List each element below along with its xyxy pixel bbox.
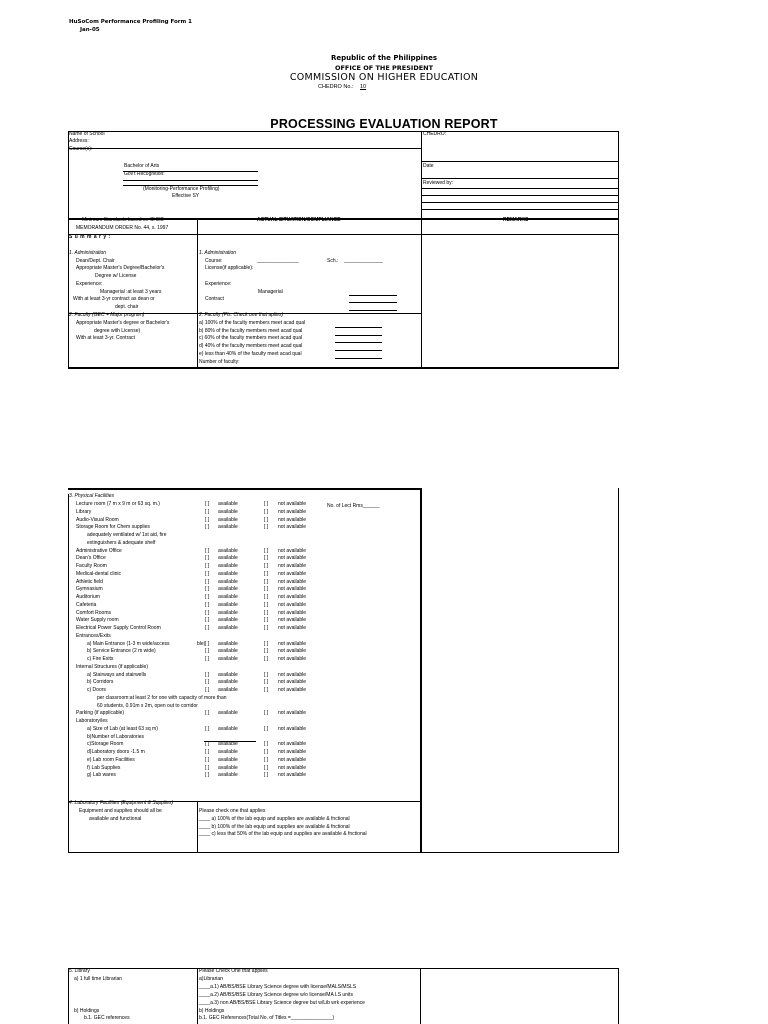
facility-label: Library	[76, 508, 92, 515]
not-available-checkbox[interactable]: [ ]	[264, 772, 269, 779]
not-available-checkbox[interactable]: [ ]	[264, 586, 269, 593]
library-gec-references: b.1. GEC references	[84, 1015, 130, 1021]
not-available-checkbox[interactable]: [ ]	[264, 625, 269, 631]
facility-label: Auditorium	[76, 594, 100, 600]
available-checkbox[interactable]: [ ]	[205, 508, 210, 515]
not-available-label: not available	[278, 578, 307, 585]
not-available-label: not available	[278, 749, 307, 755]
admin-r-contract: Contract	[205, 296, 224, 302]
available-label: available	[218, 508, 238, 515]
courses-label: Course(s):	[69, 146, 93, 152]
effective-sy-label: Effective SY	[172, 193, 200, 199]
not-available-checkbox[interactable]: [ ]	[264, 501, 269, 507]
available-checkbox[interactable]: [ ]	[205, 547, 210, 554]
available-label: available	[218, 601, 238, 608]
facility-label: g) Lab wares	[87, 772, 116, 779]
lab-line-2: available and functional	[89, 816, 142, 822]
chedro-number-value: 10	[360, 84, 367, 90]
available-checkbox[interactable]: [ ]	[205, 741, 210, 748]
date-label: Date	[423, 163, 434, 169]
available-checkbox[interactable]: [ ]	[205, 772, 210, 779]
available-label: available	[218, 640, 238, 647]
facility-label: Dean's Office	[76, 555, 106, 562]
facility-label: Parking (if applicable)	[76, 710, 125, 717]
available-label: available	[218, 547, 238, 554]
available-checkbox[interactable]: [ ]	[205, 671, 210, 678]
faculty-blank-e	[335, 358, 382, 359]
physical-heading: 3. Physical Facilities	[69, 493, 115, 499]
available-checkbox[interactable]: [ ]	[205, 601, 210, 608]
available-label: available	[218, 764, 238, 771]
facility-label: Laboratory/ies	[76, 718, 108, 724]
min-standards-header: Minimum Standards based on CHED	[82, 217, 164, 223]
facility-label: adequately ventilated w/ 1st aid, fire	[87, 532, 167, 538]
faculty-option-d: d) 40% of the faculty members meet acad qual	[199, 343, 303, 349]
not-available-checkbox[interactable]: [ ]	[264, 508, 269, 515]
faculty-degree-2: degree with License)	[94, 328, 141, 334]
facility-label: per classroom:at least 2 for one with capacity of more than	[97, 694, 227, 701]
not-available-checkbox[interactable]: [ ]	[264, 749, 269, 755]
available-checkbox[interactable]: [ ]	[205, 570, 210, 577]
available-checkbox[interactable]: [ ]	[205, 501, 210, 507]
admin-heading: 1. Administration	[69, 250, 107, 256]
not-available-label: not available	[278, 741, 307, 748]
available-checkbox[interactable]: [ ]	[205, 594, 210, 600]
available-checkbox[interactable]: [ ]	[205, 609, 210, 616]
library-option-a2: ____a.2) AB/BS/BSE Library Science degree w/o license/MA LS units	[199, 992, 353, 998]
not-available-checkbox[interactable]: [ ]	[264, 547, 269, 554]
not-available-label: not available	[278, 555, 307, 562]
not-available-label: not available	[278, 617, 307, 624]
available-checkbox[interactable]: [ ]	[205, 555, 210, 562]
not-available-label: not available	[278, 524, 307, 531]
not-available-checkbox[interactable]: [ ]	[264, 756, 269, 763]
course-name: Bachelor of Arts	[124, 163, 160, 169]
not-available-label: not available	[278, 640, 307, 647]
faculty-blank-d	[335, 350, 382, 351]
facility-label-continuation: ble)	[197, 640, 206, 647]
admin-r-sch-blank: ______________	[344, 258, 383, 264]
library-holdings: b) Holdings	[74, 1008, 100, 1014]
available-checkbox[interactable]: [ ]	[205, 687, 210, 693]
available-label: available	[218, 772, 238, 779]
available-label: available	[218, 625, 238, 631]
available-checkbox[interactable]: [ ]	[205, 563, 210, 569]
not-available-checkbox[interactable]: [ ]	[264, 741, 269, 748]
not-available-checkbox[interactable]: [ ]	[264, 617, 269, 624]
not-available-checkbox[interactable]: [ ]	[264, 687, 269, 693]
available-label: available	[218, 501, 238, 507]
name-of-school-label: Name of School	[69, 131, 105, 137]
not-available-label: not available	[278, 772, 307, 779]
not-available-checkbox[interactable]: [ ]	[264, 516, 269, 523]
available-label: available	[218, 710, 238, 717]
facility-label: Faculty Room	[76, 563, 107, 569]
available-checkbox[interactable]: [ ]	[205, 586, 210, 593]
not-available-checkbox[interactable]: [ ]	[264, 570, 269, 577]
facility-label: b) Corridors	[87, 679, 114, 686]
not-available-label: not available	[278, 671, 307, 678]
available-checkbox[interactable]: [ ]	[205, 656, 210, 662]
available-checkbox[interactable]: [ ]	[205, 625, 210, 631]
republic-heading: Republic of the Philippines	[331, 54, 437, 62]
faculty-number: Number of faculty:	[199, 359, 240, 365]
facility-label: e) Lab room Facilities	[87, 756, 135, 763]
available-label: available	[218, 563, 238, 569]
not-available-label: not available	[278, 756, 307, 763]
library-heading: 5. Library	[69, 968, 90, 974]
facility-label: Medical-dental clinic	[76, 570, 122, 577]
faculty-r-heading: 2. Faculty (Pls. Check one that aplies)	[199, 312, 284, 318]
commission-heading: COMMISSION ON HIGHER EDUCATION	[289, 72, 479, 83]
lab-r-heading: Please check one that applies	[199, 808, 266, 814]
not-available-checkbox[interactable]: [ ]	[264, 710, 269, 717]
facility-label: c) Doors	[87, 687, 106, 693]
govt-recognition-label: Gov't Recognition:	[124, 171, 165, 177]
admin-dean: Dean/Dept. Chair	[76, 258, 115, 264]
available-label: available	[218, 749, 238, 755]
facility-label: extinguishers & adequate shelf	[87, 539, 156, 546]
available-label: available	[218, 648, 238, 655]
not-available-checkbox[interactable]: [ ]	[264, 679, 269, 686]
faculty-option-b: b) 80% of the faculty members meet acad qual	[199, 328, 303, 334]
not-available-label: not available	[278, 586, 307, 593]
facility-label: Entrances/Exits	[76, 632, 111, 639]
not-available-label: not available	[278, 547, 307, 554]
not-available-checkbox[interactable]: [ ]	[264, 578, 269, 585]
not-available-label: not available	[278, 656, 307, 662]
available-label: available	[218, 741, 238, 748]
available-checkbox[interactable]: [ ]	[205, 710, 210, 717]
admin-r-heading: 1. Administration	[199, 250, 237, 256]
chedro-label: CHEDRO:	[423, 131, 447, 137]
facility-label: Audio-Visual Room	[76, 516, 119, 523]
facility-label: Storage Room for Chem supplies	[76, 524, 150, 531]
admin-degree-2: Degree w/ License	[95, 273, 137, 279]
actual-situation-header: ACTUAL SITUATION/COMPLIANCE	[257, 217, 341, 223]
available-label: available	[218, 687, 238, 693]
chedro-number-label: CHEDRO No.:	[318, 84, 354, 90]
available-label: available	[218, 555, 238, 562]
office-heading: OFFICE OF THE PRESIDENT	[334, 64, 434, 72]
available-label: available	[218, 679, 238, 686]
available-label: available	[218, 586, 238, 593]
available-checkbox[interactable]: [ ]	[205, 524, 210, 531]
not-available-checkbox[interactable]: [ ]	[264, 555, 269, 562]
not-available-checkbox[interactable]: [ ]	[264, 764, 269, 771]
not-available-checkbox[interactable]: [ ]	[264, 648, 269, 655]
not-available-checkbox[interactable]: [ ]	[264, 609, 269, 616]
faculty-option-c: c) 60% of the faculty members meet acad qual	[199, 335, 303, 341]
form-id: HuSoCom Performance Profiling Form 1	[69, 19, 192, 25]
remarks-header: REMARKS	[503, 217, 529, 223]
facility-label: a) Size of Lab (at least 63 sq m)	[87, 725, 158, 732]
facility-label: Comfort Rooms	[76, 609, 112, 616]
faculty-heading: 2. Faculty (GEC + Major program)	[69, 312, 145, 318]
not-available-label: not available	[278, 594, 307, 600]
contract-blank-line	[349, 302, 397, 303]
not-available-checkbox[interactable]: [ ]	[264, 601, 269, 608]
facility-label: b)Number of Laboratories	[87, 733, 144, 740]
facility-label: a) Main Entrance (1-3 m wide/access	[87, 640, 170, 647]
faculty-option-a: a) 100% of the faculty members meet acad qual	[199, 320, 306, 326]
not-available-label: not available	[278, 516, 307, 523]
library-librarian: a) 1 full time Librarian	[74, 976, 123, 982]
available-checkbox[interactable]: [ ]	[205, 578, 210, 585]
available-checkbox[interactable]: [ ]	[205, 617, 210, 624]
available-label: available	[218, 516, 238, 523]
facility-label: Athletic field	[76, 578, 103, 585]
admin-r-course: Course:	[205, 258, 223, 264]
not-available-checkbox[interactable]: [ ]	[264, 640, 269, 647]
not-available-label: not available	[278, 563, 307, 569]
not-available-label: not available	[278, 687, 307, 693]
available-label: available	[218, 594, 238, 600]
not-available-label: not available	[278, 609, 307, 616]
admin-contract-2: dept. chair	[115, 304, 139, 310]
admin-contract: With at least 3-yr contract as dean or	[73, 296, 155, 302]
not-available-label: not available	[278, 601, 307, 608]
not-available-label: not available	[278, 648, 307, 655]
form-date: Jan-05	[80, 27, 100, 33]
available-label: available	[218, 617, 238, 624]
not-available-label: not available	[278, 679, 307, 686]
available-checkbox[interactable]: [ ]	[205, 749, 210, 755]
facility-label: f) Lab Supplies	[87, 764, 121, 771]
library-option-a3: ____a.3) non AB/BS/BSE Library Science degree but w/Lib wrk experience	[199, 1000, 365, 1006]
lab-option-a: ____ a) 100% of the lab equip and supplies are available & fnctional	[199, 816, 350, 822]
facility-label: Internal Structures (if applicable)	[76, 663, 148, 670]
min-standards-memo: MEMORANDUM ORDER No. 44, s. 1997	[76, 225, 169, 231]
page-title: PROCESSING EVALUATION REPORT	[270, 117, 498, 131]
managerial-blank-line	[349, 295, 397, 296]
facility-label: Administrative Office	[76, 547, 122, 554]
admin-managerial: Managerial :at least 3 years	[100, 289, 162, 295]
facility-label: c)Storage Room	[87, 741, 124, 748]
facility-label: Cafeteria	[76, 601, 97, 608]
facility-label: Water Supply room	[76, 617, 119, 624]
library-r-holdings: b) Holdings	[199, 1008, 225, 1014]
faculty-option-e: e) less than 40% of the faculty meet acad qual	[199, 351, 302, 357]
facility-label: Gymnasium	[76, 586, 103, 593]
monitoring-label: (Monitoring-Performance Profiling)	[143, 186, 220, 192]
lab-option-c: ____ c) less that 50% of the lab equip and supplies are available & fnctional	[199, 831, 367, 837]
library-r-heading: Please Check One that applies	[199, 968, 268, 974]
library-option-a1: ____a.1) AB/BS/BSE Library Science degree with license/MALS/MSLS	[199, 984, 357, 990]
faculty-blank-c	[335, 342, 382, 343]
facility-label: Electrical Power Supply Control Room	[76, 625, 161, 631]
not-available-checkbox[interactable]: [ ]	[264, 524, 269, 531]
available-checkbox[interactable]: [ ]	[205, 764, 210, 771]
not-available-label: not available	[278, 764, 307, 771]
admin-experience: Experience:	[76, 281, 103, 287]
faculty-blank-a	[335, 327, 382, 328]
available-checkbox[interactable]: [ ]	[205, 640, 210, 647]
lab-option-b: ____ b) 100% of the lab equip and supplies are available & fnctional	[199, 824, 350, 830]
available-label: available	[218, 725, 238, 732]
available-label: available	[218, 609, 238, 616]
lab-heading: 4. Laboratory Facilities (Equipment & Supplies)	[69, 800, 174, 806]
not-available-label: not available	[278, 508, 307, 515]
not-available-checkbox[interactable]: [ ]	[264, 725, 269, 732]
available-label: available	[218, 578, 238, 585]
facility-label: Lecture room (7 m x 9 m or 63 sq. m.)	[76, 501, 160, 507]
available-checkbox[interactable]: [ ]	[205, 516, 210, 523]
available-checkbox[interactable]: [ ]	[205, 679, 210, 686]
admin-r-experience: Experience:	[205, 281, 232, 287]
available-label: available	[218, 570, 238, 577]
facility-label: a) Stairways and stairwells	[87, 671, 147, 678]
faculty-contract: With at least 3-yr. Contract	[76, 335, 135, 341]
not-available-checkbox[interactable]: [ ]	[264, 656, 269, 662]
not-available-checkbox[interactable]: [ ]	[264, 563, 269, 569]
facility-label: c) Fire Exits	[87, 656, 114, 662]
summary-label: S u m m a r y :	[69, 234, 111, 240]
facility-label: d)Laboratory doors -1.5 m	[87, 749, 145, 755]
available-label: available	[218, 756, 238, 763]
admin-degree: Appropriate Master's Degree/Bachelor's	[76, 265, 165, 271]
admin-r-license: License(if applicable):	[205, 265, 254, 271]
available-checkbox[interactable]: [ ]	[205, 756, 210, 763]
available-label: available	[218, 671, 238, 678]
admin-r-sch: Sch.:	[327, 258, 339, 264]
not-available-checkbox[interactable]: [ ]	[264, 671, 269, 678]
reviewed-by-label: Reviewed by:	[423, 180, 454, 186]
faculty-blank-b	[335, 335, 382, 336]
admin-blank-line	[349, 310, 397, 311]
not-available-checkbox[interactable]: [ ]	[264, 594, 269, 600]
available-checkbox[interactable]: [ ]	[205, 648, 210, 655]
admin-r-managerial: Managerial	[258, 289, 283, 295]
address-label: Address:	[69, 138, 89, 144]
library-r-librarian: a)Librarian	[199, 976, 223, 982]
admin-r-course-blank: _______________	[257, 258, 299, 264]
not-available-label: not available	[278, 501, 307, 507]
not-available-label: not available	[278, 625, 307, 631]
library-r-gec-references: b.1. GEC References(Total No. of Titles =_______________)	[199, 1015, 335, 1021]
available-label: available	[218, 656, 238, 662]
lab-line-1: Equipment and supplies should all be	[79, 808, 162, 814]
not-available-label: not available	[278, 570, 307, 577]
faculty-degree: Appropriate Master's degree or Bachelor's	[76, 320, 170, 326]
facility-label: b) Service Entrance (2 m wide)	[87, 648, 156, 655]
not-available-label: not available	[278, 725, 307, 732]
available-checkbox[interactable]: [ ]	[205, 725, 210, 732]
lecture-rooms-count: No. of Lect Rms______	[327, 503, 380, 509]
facility-label: 60 students, 0.91m x 2m, open out to corridor	[97, 702, 198, 709]
not-available-label: not available	[278, 710, 307, 717]
available-label: available	[218, 524, 238, 531]
